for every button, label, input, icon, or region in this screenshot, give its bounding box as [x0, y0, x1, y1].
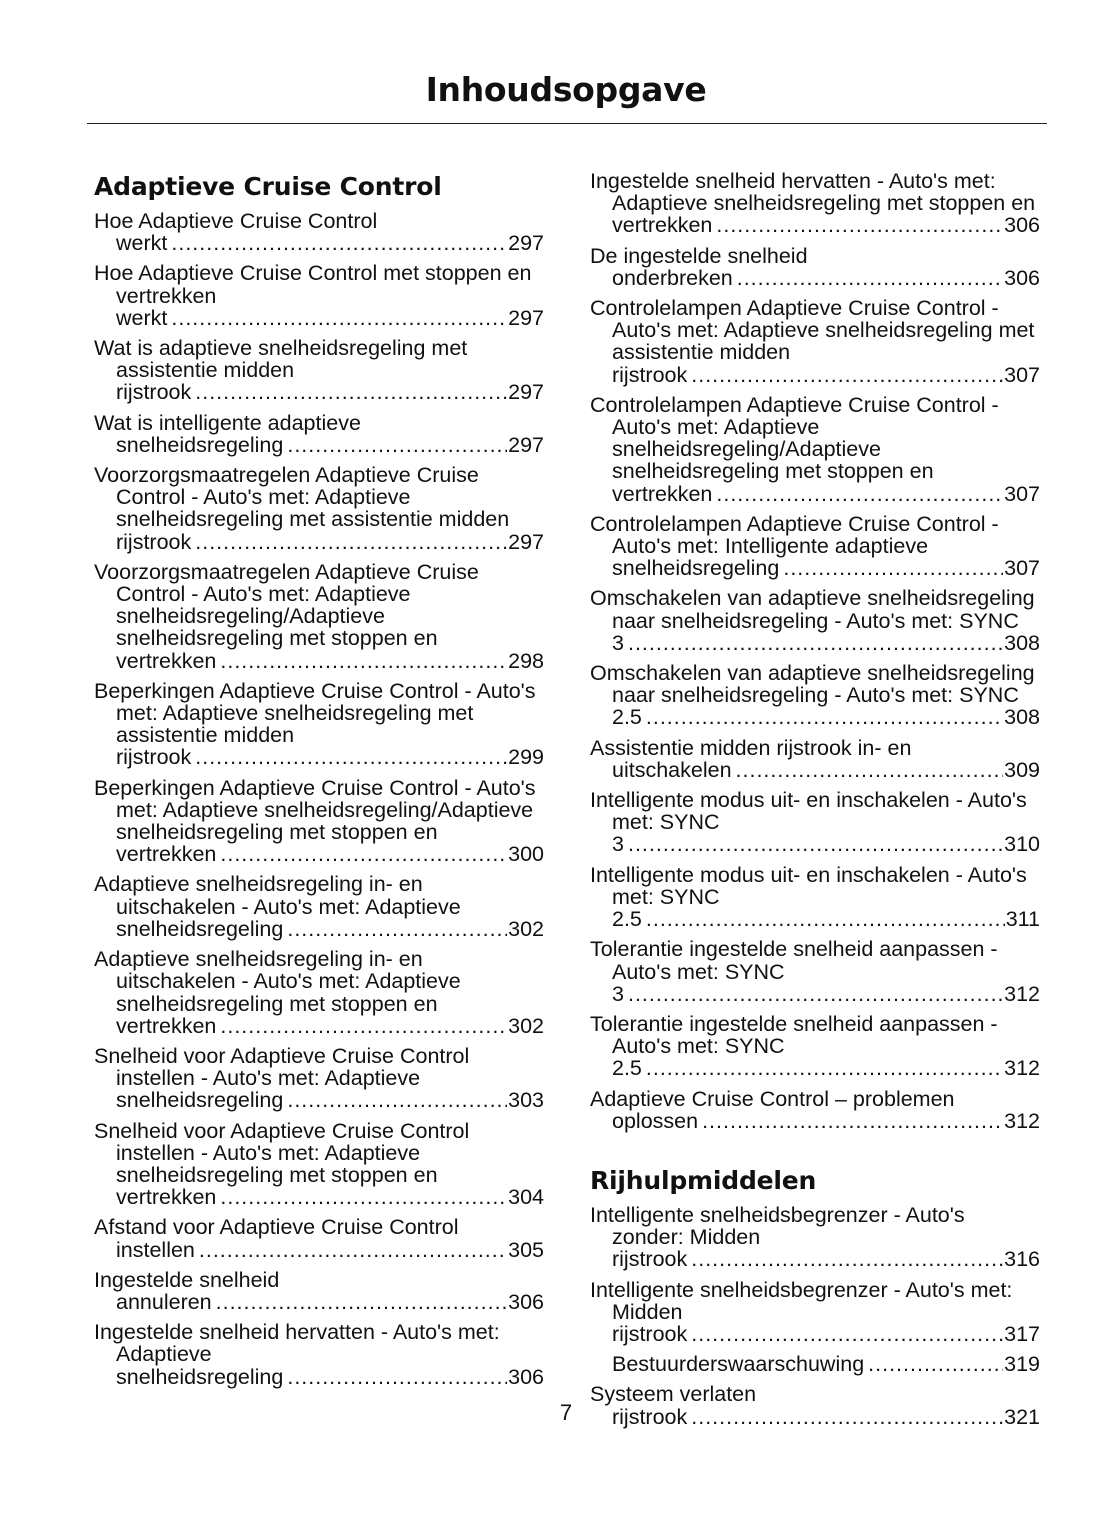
- toc-entry-text: Afstand voor Adaptieve Cruise Control: [94, 1215, 459, 1240]
- toc-entry-text: Omschakelen van adaptieve snelheidsregeling naar snelheidsregeling - Auto's met: SYNC: [590, 661, 1035, 708]
- toc-entry-text-end: rijstrook: [612, 1404, 688, 1429]
- toc-page-number: 303: [508, 1088, 544, 1113]
- toc-page-number: 297: [508, 529, 544, 554]
- toc-entry-text: Hoe Adaptieve Cruise Control met stoppen en vertrekken: [94, 261, 532, 308]
- toc-entry[interactable]: [590, 587, 1040, 654]
- dot-leader: [220, 843, 507, 865]
- toc-entry-text-end: 3: [612, 832, 624, 857]
- toc-entry-line: [612, 1323, 1040, 1345]
- toc-page-number: 316: [1004, 1247, 1040, 1272]
- toc-entry-line: [116, 1186, 544, 1208]
- dot-leader: [195, 531, 507, 553]
- toc-entry-text-end: rijstrook: [612, 1321, 688, 1346]
- toc-entry-text: Controlelampen Adaptieve Cruise Control - Auto's met: Adaptieve snelheidsregeling met assistentie midden: [590, 296, 1035, 365]
- toc-page-number: 308: [1004, 630, 1040, 655]
- toc-entry-line: [612, 833, 1040, 855]
- dot-leader: [220, 1015, 507, 1037]
- toc-entry-text-end: werkt: [116, 231, 168, 256]
- toc-entry-text-end: instellen: [116, 1237, 195, 1262]
- toc-entry-text: Controlelampen Adaptieve Cruise Control - Auto's met: Adaptieve snelheidsregeling/Adaptieve snelheidsregeling met stoppen en: [590, 392, 999, 484]
- dot-leader: [195, 381, 507, 403]
- toc-page-number: 309: [1004, 757, 1040, 782]
- toc-entry-line: [612, 1248, 1040, 1270]
- toc-page-number: 307: [1004, 556, 1040, 581]
- dot-leader: [628, 983, 1003, 1005]
- toc-entry[interactable]: [590, 297, 1040, 386]
- toc-entry[interactable]: [590, 1279, 1040, 1346]
- toc-entry[interactable]: [94, 1120, 544, 1209]
- toc-entry[interactable]: [94, 777, 544, 866]
- toc-page-number: 299: [508, 745, 544, 770]
- toc-page-number: 298: [508, 648, 544, 673]
- toc-page-number: 302: [508, 916, 544, 941]
- section-heading-rijhulpmiddelen: Rijhulpmiddelen: [590, 1165, 817, 1195]
- toc-entry-line: [612, 483, 1040, 505]
- dot-leader: [691, 1248, 1003, 1270]
- dot-leader: [702, 1110, 1003, 1132]
- toc-page-number: 297: [508, 432, 544, 457]
- toc-entry-text-end: vertrekken: [612, 481, 713, 506]
- toc-entry-text-end: vertrekken: [116, 1013, 217, 1038]
- toc-entry-text-end: vertrekken: [612, 213, 713, 238]
- toc-entry-line: [116, 232, 544, 254]
- toc-entry-text-end: vertrekken: [116, 842, 217, 867]
- toc-entry-text: Intelligente modus uit- en inschakelen - Auto's met: SYNC: [590, 862, 1027, 909]
- toc-entry[interactable]: [94, 1269, 544, 1313]
- toc-entry[interactable]: [590, 1013, 1040, 1080]
- toc-page-number: 321: [1004, 1404, 1040, 1429]
- toc-entry-line: [116, 531, 544, 553]
- title-divider: [87, 123, 1047, 124]
- dot-leader: [736, 759, 1004, 781]
- toc-entry-text: Ingestelde snelheid hervatten - Auto's met: Adaptieve snelheidsregeling met stoppen en: [590, 169, 1036, 216]
- dot-leader: [783, 557, 1003, 579]
- toc-entry[interactable]: [590, 1088, 1040, 1132]
- toc-entry-line: [116, 1366, 544, 1388]
- toc-entry[interactable]: [590, 938, 1040, 1005]
- toc-entry-line: [612, 1353, 1040, 1375]
- toc-entry-line: [116, 1239, 544, 1261]
- toc-entry-line: [612, 983, 1040, 1005]
- toc-page-number: 302: [508, 1013, 544, 1038]
- dot-leader: [646, 1057, 1003, 1079]
- dot-leader: [199, 1239, 507, 1261]
- toc-page-number: 310: [1004, 832, 1040, 857]
- toc-entry-line: [612, 1057, 1040, 1079]
- toc-page-number: 304: [508, 1185, 544, 1210]
- toc-entry-text: Hoe Adaptieve Cruise Control: [94, 209, 378, 233]
- toc-entry-text-end: oplossen: [612, 1108, 699, 1133]
- toc-entry[interactable]: [590, 789, 1040, 856]
- toc-entry-line: [612, 632, 1040, 654]
- toc-entry[interactable]: [94, 561, 544, 672]
- toc-page-number: 317: [1004, 1321, 1040, 1346]
- toc-entry-text-end: vertrekken: [116, 648, 217, 673]
- toc-entry-text-end: rijstrook: [116, 380, 192, 405]
- toc-entry-line: [612, 706, 1040, 728]
- toc-entry[interactable]: [94, 1045, 544, 1112]
- toc-page-number: 311: [1005, 907, 1040, 932]
- toc-page-number: 312: [1004, 1108, 1040, 1133]
- toc-entry-text: De ingestelde snelheid: [590, 243, 808, 268]
- toc-list-right-bottom: [590, 1204, 1040, 1428]
- toc-entry-text: Omschakelen van adaptieve snelheidsregeling naar snelheidsregeling - Auto's met: SYNC: [590, 586, 1035, 633]
- toc-entry-text: Assistentie midden rijstrook in- en: [590, 735, 912, 760]
- toc-entry-line: [116, 843, 544, 865]
- toc-entry[interactable]: [94, 1216, 544, 1260]
- toc-entry[interactable]: [590, 394, 1040, 505]
- toc-entry[interactable]: [590, 737, 1040, 781]
- toc-page-number: 307: [1004, 481, 1040, 506]
- toc-entry-text-end: rijstrook: [116, 529, 192, 554]
- toc-entry-text-end: snelheidsregeling: [116, 1364, 284, 1389]
- toc-entry-text: Tolerantie ingestelde snelheid aanpassen - Auto's met: SYNC: [590, 937, 998, 984]
- dot-leader: [716, 214, 1003, 236]
- dot-leader: [868, 1353, 1003, 1375]
- toc-entry-text: Adaptieve Cruise Control – problemen: [590, 1086, 955, 1111]
- dot-leader: [646, 908, 1005, 930]
- dot-leader: [716, 483, 1003, 505]
- dot-leader: [691, 364, 1003, 386]
- dot-leader: [195, 746, 507, 768]
- toc-entry-line: [116, 1089, 544, 1111]
- toc-entry-text-end: 3: [612, 981, 624, 1006]
- toc-entry-line: [612, 908, 1040, 930]
- toc-entry[interactable]: [94, 262, 544, 329]
- dot-leader: [287, 918, 507, 940]
- toc-column-right: [590, 170, 1040, 1436]
- dot-leader: [691, 1323, 1003, 1345]
- toc-entry-text: Adaptieve snelheidsregeling in- en uitschakelen - Auto's met: Adaptieve snelheidsregeling met stoppen en: [94, 947, 461, 1016]
- toc-entry[interactable]: [94, 948, 544, 1037]
- toc-entry-text-end: snelheidsregeling: [116, 1088, 284, 1113]
- dot-leader: [646, 706, 1003, 728]
- toc-page-number: 306: [508, 1364, 544, 1389]
- toc-entry-line: [612, 1110, 1040, 1132]
- dot-leader: [220, 650, 507, 672]
- dot-leader: [628, 632, 1003, 654]
- section-heading-adaptive-cruise-control: Adaptieve Cruise Control: [94, 172, 442, 201]
- toc-page-number: 306: [1004, 265, 1040, 290]
- toc-entry-text: Intelligente snelheidsbegrenzer - Auto's zonder: Midden: [590, 1202, 965, 1250]
- dot-leader: [628, 833, 1003, 855]
- toc-entry-text: Voorzorgsmaatregelen Adaptieve Cruise Control - Auto's met: Adaptieve snelheidsregeling/Adaptieve snelheidsregeling met stoppen en: [94, 559, 479, 651]
- toc-entry[interactable]: [94, 464, 544, 553]
- toc-page-number: 308: [1004, 705, 1040, 730]
- toc-entry-line: [612, 557, 1040, 579]
- toc-page-number: 306: [508, 1289, 544, 1314]
- dot-leader: [287, 1366, 507, 1388]
- dot-leader: [287, 434, 507, 456]
- toc-entry-text: Ingestelde snelheid: [94, 1267, 280, 1292]
- toc-entry-text-end: onderbreken: [612, 265, 733, 290]
- toc-entry[interactable]: [590, 1353, 1040, 1375]
- dot-leader: [171, 232, 507, 254]
- toc-entry-text-end: snelheidsregeling: [116, 916, 284, 941]
- toc-page-number: 297: [508, 305, 544, 330]
- toc-entry[interactable]: [590, 1204, 1040, 1271]
- toc-entry-text-end: snelheidsregeling: [612, 556, 780, 581]
- toc-entry-text: Systeem verlaten: [590, 1382, 757, 1407]
- toc-entry-text: Voorzorgsmaatregelen Adaptieve Cruise Control - Auto's met: Adaptieve snelheidsregeling met assistentie midden: [94, 463, 510, 532]
- toc-page-number: 319: [1004, 1352, 1040, 1377]
- toc-list-right-top: [590, 170, 1040, 1132]
- toc-entry-line: [116, 307, 544, 329]
- toc-page-number: 312: [1004, 981, 1040, 1006]
- toc-entry[interactable]: [94, 1321, 544, 1388]
- toc-entry[interactable]: [94, 412, 544, 456]
- dot-leader: [171, 307, 507, 329]
- toc-entry-text-end: 2.5: [612, 907, 642, 932]
- toc-entry-text-end: annuleren: [116, 1289, 212, 1314]
- toc-entry-text: Beperkingen Adaptieve Cruise Control - Auto's met: Adaptieve snelheidsregeling/Adaptieve snelheidsregeling met stoppen en: [94, 775, 536, 845]
- toc-entry-text: Ingestelde snelheid hervatten - Auto's met: Adaptieve: [94, 1320, 500, 1367]
- toc-entry-text-end: Bestuurderswaarschuwing: [612, 1352, 865, 1377]
- toc-entry-text-end: rijstrook: [612, 1247, 688, 1272]
- toc-entry-text-end: 3: [612, 630, 624, 655]
- toc-entry-line: [612, 759, 1040, 781]
- toc-entry-text-end: 2.5: [612, 1056, 642, 1081]
- toc-entry-line: [116, 1291, 544, 1313]
- toc-entry-text: Controlelampen Adaptieve Cruise Control - Auto's met: Intelligente adaptieve: [590, 511, 999, 559]
- toc-entry-text: Snelheid voor Adaptieve Cruise Control instellen - Auto's met: Adaptieve snelheidsregeling met stoppen en: [94, 1118, 470, 1187]
- toc-entry-text-end: snelheidsregeling: [116, 432, 284, 457]
- toc-page-number: 300: [508, 842, 544, 867]
- page-number: 7: [559, 1400, 573, 1425]
- toc-entry-text: Snelheid voor Adaptieve Cruise Control instellen - Auto's met: Adaptieve: [94, 1043, 470, 1091]
- toc-entry-text: Intelligente modus uit- en inschakelen - Auto's met: SYNC: [590, 788, 1027, 835]
- dot-leader: [220, 1186, 507, 1208]
- toc-entry-line: [116, 381, 544, 403]
- toc-page-number: 297: [508, 380, 544, 405]
- toc-entry[interactable]: [590, 170, 1040, 237]
- toc-entry-line: [116, 918, 544, 940]
- toc-entry[interactable]: [94, 680, 544, 769]
- toc-entry-text: Adaptieve snelheidsregeling in- en uitschakelen - Auto's met: Adaptieve: [94, 872, 461, 919]
- toc-entry-text-end: rijstrook: [612, 362, 688, 387]
- dot-leader: [287, 1089, 507, 1111]
- toc-entry-text: Tolerantie ingestelde snelheid aanpassen - Auto's met: SYNC: [590, 1011, 998, 1059]
- toc-entry-text: Wat is intelligente adaptieve: [94, 410, 361, 435]
- toc-list-left: [94, 210, 544, 1388]
- toc-entry[interactable]: [590, 513, 1040, 580]
- toc-entry-text: Beperkingen Adaptieve Cruise Control - Auto's met: Adaptieve snelheidsregeling met assistentie midden: [94, 678, 536, 748]
- toc-page-number: 307: [1004, 362, 1040, 387]
- toc-entry[interactable]: [590, 864, 1040, 931]
- toc-entry-line: [612, 214, 1040, 236]
- toc-entry-text: Wat is adaptieve snelheidsregeling met assistentie midden: [94, 336, 468, 383]
- toc-entry-text-end: vertrekken: [116, 1185, 217, 1210]
- toc-entry[interactable]: [94, 337, 544, 404]
- dot-leader: [216, 1291, 507, 1313]
- toc-entry-line: [612, 267, 1040, 289]
- toc-entry-text-end: werkt: [116, 305, 168, 330]
- toc-entry-line: [116, 434, 544, 456]
- toc-page-number: 297: [508, 231, 544, 256]
- toc-entry[interactable]: [590, 245, 1040, 289]
- toc-entry[interactable]: [590, 662, 1040, 729]
- toc-entry-line: [116, 746, 544, 768]
- toc-page-number: 306: [1004, 213, 1040, 238]
- toc-entry[interactable]: [94, 873, 544, 940]
- toc-entry-text: Intelligente snelheidsbegrenzer - Auto's met: Midden: [590, 1277, 1013, 1324]
- toc-column-left: [94, 170, 544, 1396]
- toc-entry-text-end: rijstrook: [116, 745, 192, 770]
- toc-entry[interactable]: [94, 210, 544, 254]
- toc-entry-line: [116, 650, 544, 672]
- toc-entry-line: [612, 364, 1040, 386]
- page-title: Inhoudsopgave: [425, 70, 707, 109]
- dot-leader: [737, 267, 1003, 289]
- toc-entry-line: [116, 1015, 544, 1037]
- toc-page-number: 305: [508, 1237, 544, 1262]
- toc-entry-text-end: uitschakelen: [612, 757, 732, 782]
- toc-page-number: 312: [1004, 1056, 1040, 1081]
- toc-entry-text-end: 2.5: [612, 705, 642, 730]
